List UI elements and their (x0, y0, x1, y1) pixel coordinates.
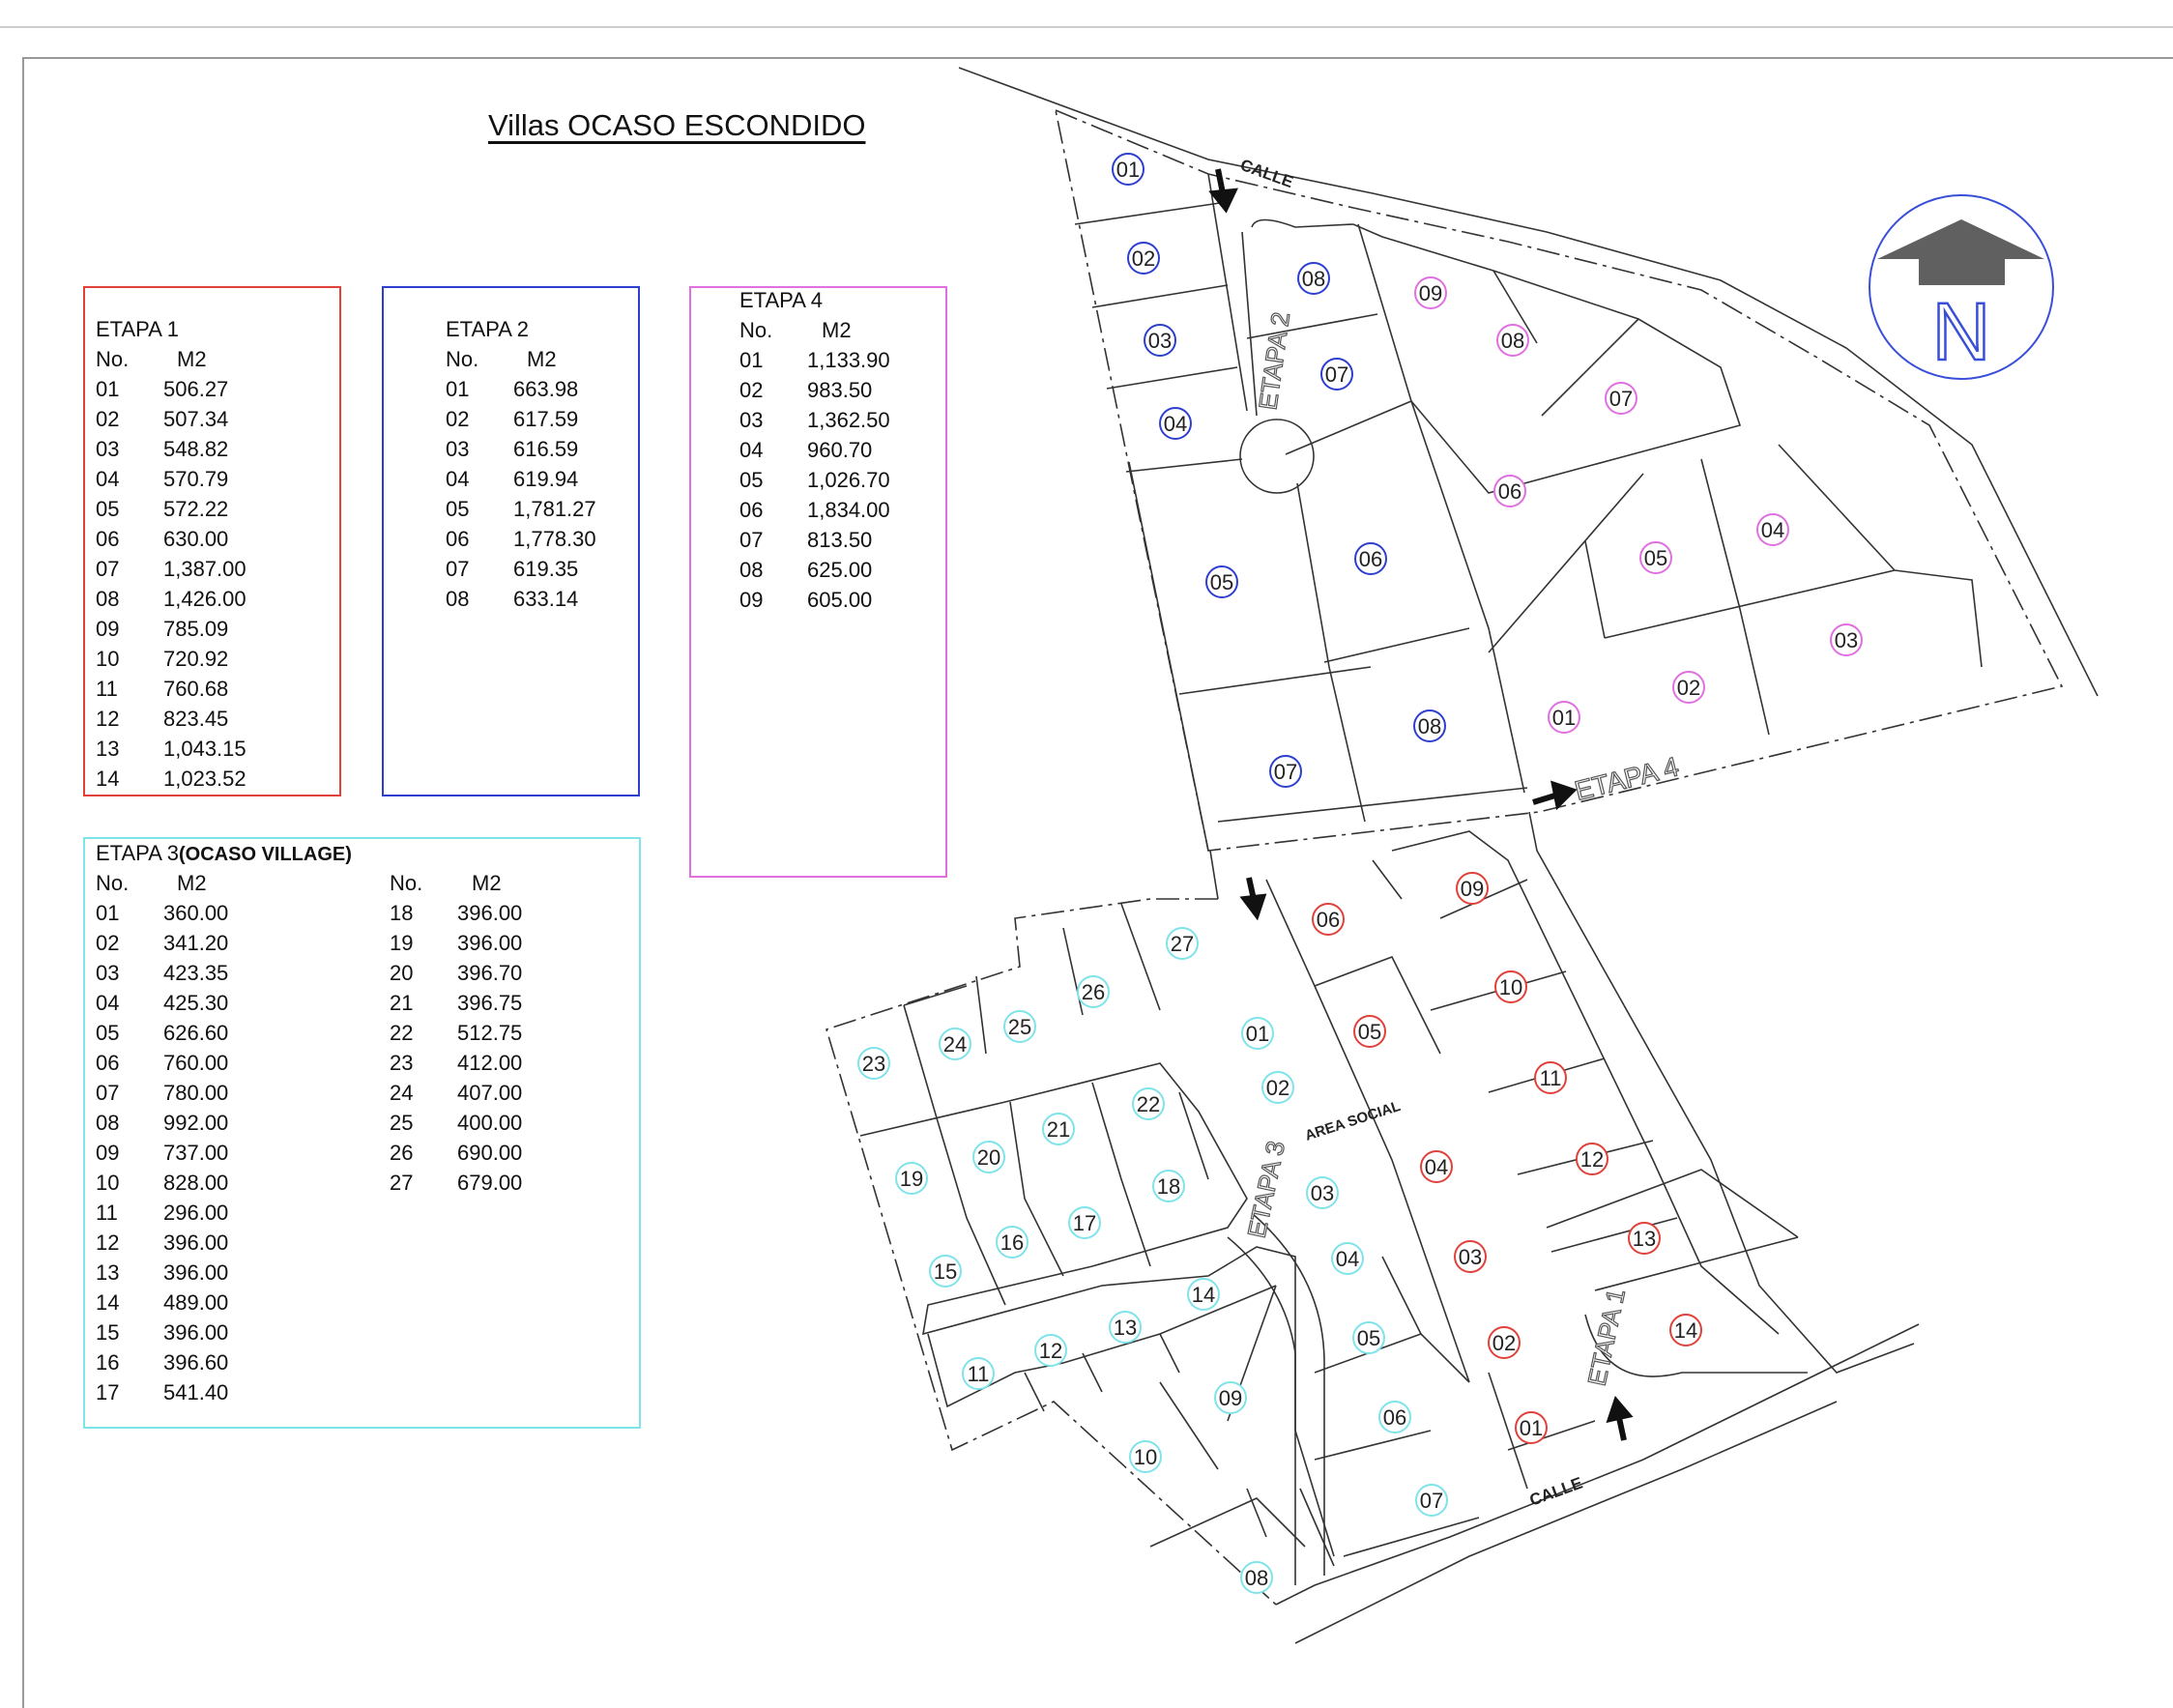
lot-label: 18 (1156, 1174, 1181, 1199)
lot-number: 01 (739, 348, 764, 372)
lot-label: 02 (1265, 1076, 1290, 1100)
lot-label: 23 (861, 1052, 886, 1076)
lot-number: 19 (390, 931, 414, 955)
lot-number: 06 (96, 527, 120, 551)
lot-number: 05 (96, 1021, 120, 1045)
lot-label: 01 (1551, 706, 1577, 730)
etapa2-road (1208, 174, 1382, 416)
lot-marker-etapa3[interactable] (1188, 1279, 1219, 1310)
lot-marker-etapa2[interactable] (1321, 359, 1352, 390)
lot-area: 572.22 (163, 497, 229, 521)
lot-area: 625.00 (807, 558, 873, 582)
lot-area: 541.40 (163, 1380, 229, 1404)
lot-area: 396.00 (163, 1230, 229, 1255)
lot-marker-etapa4[interactable] (1757, 514, 1788, 545)
lot-marker-etapa4[interactable] (1494, 476, 1525, 507)
lot-number: 01 (446, 377, 470, 401)
lot-area: 720.92 (163, 647, 229, 671)
lot-label: 04 (1335, 1247, 1360, 1271)
lot-number: 14 (96, 767, 120, 791)
lot-area: 617.59 (513, 407, 579, 431)
lot-markers (858, 154, 1862, 1593)
lot-marker-etapa3[interactable] (896, 1163, 927, 1194)
lot-label: 04 (1760, 518, 1785, 542)
lot-label: 05 (1356, 1326, 1381, 1350)
lot-label: 02 (1131, 246, 1156, 271)
lot-label: 02 (1676, 676, 1701, 700)
lot-area: 983.50 (807, 378, 873, 402)
lot-label: 09 (1460, 877, 1485, 901)
lot-number: 02 (96, 931, 120, 955)
lot-label: 03 (1310, 1181, 1335, 1205)
lot-area: 785.09 (163, 617, 229, 641)
lot-label: 27 (1170, 932, 1195, 956)
lot-area: 489.00 (163, 1290, 229, 1315)
lot-area: 605.00 (807, 588, 873, 612)
lot-area: 506.27 (163, 377, 229, 401)
lot-area: 823.45 (163, 707, 229, 731)
lot-label: 07 (1273, 760, 1298, 784)
etapa3-col-no-right: No. (390, 871, 423, 895)
lot-marker-etapa2[interactable] (1113, 154, 1144, 185)
lot-area: 619.35 (513, 557, 579, 581)
lot-label: 12 (1579, 1147, 1605, 1172)
etapa4-table (739, 288, 933, 868)
lot-marker-etapa4[interactable] (1640, 542, 1671, 573)
lot-area: 360.00 (163, 901, 229, 925)
lot-number: 27 (390, 1171, 414, 1195)
lot-marker-etapa1[interactable] (1457, 873, 1488, 904)
lot-label: 19 (899, 1167, 924, 1191)
lot-area: 396.75 (457, 991, 523, 1015)
lot-number: 08 (96, 1111, 120, 1135)
etapa3-title-text: ETAPA 3 (96, 841, 180, 865)
lot-marker-etapa1[interactable] (1455, 1241, 1486, 1272)
lot-label: 12 (1038, 1339, 1063, 1363)
lot-number: 17 (96, 1380, 120, 1404)
etapa2-table (446, 317, 629, 791)
lot-label: 07 (1608, 387, 1634, 411)
lot-area: 626.60 (163, 1021, 229, 1045)
lot-label: 17 (1072, 1211, 1097, 1235)
lot-area: 400.00 (457, 1111, 523, 1135)
lot-marker-etapa1[interactable] (1629, 1223, 1660, 1254)
lot-label: 25 (1007, 1015, 1032, 1039)
site-plan (826, 68, 2098, 1643)
lot-marker-etapa3[interactable] (1004, 1011, 1035, 1042)
lot-marker-etapa3[interactable] (930, 1256, 961, 1287)
lot-label: 05 (1643, 546, 1668, 570)
lot-label: 15 (933, 1259, 958, 1284)
lot-label: 20 (976, 1145, 1001, 1170)
lot-number: 07 (96, 1081, 120, 1105)
lot-number: 01 (96, 901, 120, 925)
lot-label: 11 (967, 1362, 990, 1386)
road-label-etapa3: ETAPA 3 (1241, 1138, 1291, 1241)
lot-marker-etapa1[interactable] (1354, 1016, 1385, 1047)
etapa2-col-m2: M2 (527, 347, 557, 371)
lot-marker-etapa1[interactable] (1577, 1143, 1608, 1174)
etapa4-title: ETAPA 4 (739, 288, 824, 312)
lot-label: 09 (1418, 281, 1443, 305)
lot-marker-etapa1[interactable] (1670, 1315, 1701, 1346)
lot-label: 16 (1000, 1230, 1025, 1255)
upper-boundary (1056, 110, 2062, 851)
lot-marker-etapa3[interactable] (1078, 976, 1109, 1007)
lot-marker-etapa3[interactable] (1353, 1322, 1384, 1353)
lot-number: 08 (96, 587, 120, 611)
lot-marker-etapa1[interactable] (1313, 904, 1344, 935)
lot-label: 03 (1458, 1245, 1483, 1269)
lot-number: 08 (446, 587, 470, 611)
lot-marker-etapa4[interactable] (1549, 702, 1579, 733)
lot-number: 26 (390, 1141, 414, 1165)
lot-number: 05 (96, 497, 120, 521)
lot-marker-etapa3[interactable] (973, 1142, 1004, 1172)
lot-area: 633.14 (513, 587, 579, 611)
lot-number: 09 (96, 617, 120, 641)
lot-number: 07 (96, 557, 120, 581)
lot-marker-etapa2[interactable] (1206, 566, 1237, 597)
lot-area: 1,133.90 (807, 348, 890, 372)
lot-number: 08 (739, 558, 764, 582)
lot-number: 02 (96, 407, 120, 431)
road-label-calle-bottom: CALLE (1526, 1473, 1585, 1510)
lot-label: 08 (1301, 267, 1326, 291)
lot-marker-etapa2[interactable] (1270, 756, 1301, 787)
lot-marker-etapa4[interactable] (1673, 672, 1704, 703)
lot-marker-etapa3[interactable] (1241, 1562, 1272, 1593)
lot-number: 05 (446, 497, 470, 521)
lot-marker-etapa3[interactable] (1262, 1072, 1293, 1103)
lot-area: 616.59 (513, 437, 579, 461)
lot-area: 412.00 (457, 1051, 523, 1075)
etapa4-col-m2: M2 (822, 318, 852, 342)
lot-number: 22 (390, 1021, 414, 1045)
etapa3-subtitle: (OCASO VILLAGE) (179, 844, 352, 865)
lot-marker-etapa2[interactable] (1298, 263, 1329, 294)
lot-area: 1,026.70 (807, 468, 890, 492)
north-compass (1869, 195, 2053, 379)
lot-marker-etapa3[interactable] (1332, 1243, 1363, 1274)
lot-marker-etapa2[interactable] (1144, 325, 1175, 356)
lot-area: 619.94 (513, 467, 579, 491)
lot-label: 11 (1539, 1066, 1562, 1090)
lot-label: 06 (1382, 1405, 1407, 1430)
lot-marker-etapa3[interactable] (1069, 1207, 1100, 1238)
lot-marker-etapa4[interactable] (1415, 277, 1446, 308)
lot-marker-etapa1[interactable] (1495, 971, 1526, 1002)
lot-area: 548.82 (163, 437, 229, 461)
etapa4-col-no: No. (739, 318, 773, 342)
lot-area: 396.00 (457, 901, 523, 925)
lot-marker-etapa4[interactable] (1831, 624, 1862, 655)
lot-label: 05 (1209, 570, 1234, 594)
lot-number: 03 (739, 408, 764, 432)
lot-area: 1,043.15 (163, 737, 246, 761)
lot-marker-etapa1[interactable] (1421, 1151, 1452, 1182)
lot-marker-etapa3[interactable] (858, 1048, 889, 1079)
lot-area: 992.00 (163, 1111, 229, 1135)
lot-number: 13 (96, 737, 120, 761)
lot-marker-etapa3[interactable] (1043, 1114, 1074, 1144)
lot-label: 04 (1163, 412, 1188, 436)
lot-area: 1,387.00 (163, 557, 246, 581)
lot-area: 679.00 (457, 1171, 523, 1195)
lot-area: 1,778.30 (513, 527, 596, 551)
lot-area: 425.30 (163, 991, 229, 1015)
lot-label: 09 (1218, 1386, 1243, 1410)
lot-area: 396.60 (163, 1350, 229, 1375)
lot-number: 04 (96, 991, 120, 1015)
etapa3-col-m2-right: M2 (472, 871, 502, 895)
lot-marker-etapa3[interactable] (1153, 1171, 1184, 1201)
lot-marker-etapa3[interactable] (963, 1358, 994, 1389)
etapa3-col-no-left: No. (96, 871, 130, 895)
lot-marker-etapa3[interactable] (1035, 1335, 1066, 1366)
lot-area: 1,426.00 (163, 587, 246, 611)
lot-number: 09 (96, 1141, 120, 1165)
lot-number: 02 (739, 378, 764, 402)
lot-area: 512.75 (457, 1021, 523, 1045)
lot-number: 23 (390, 1051, 414, 1075)
etapa3-title (96, 841, 352, 866)
lot-number: 11 (96, 677, 118, 701)
lot-number: 16 (96, 1350, 120, 1375)
page-title: Villas OCASO ESCONDIDO (488, 108, 866, 142)
etapa1-col-no: No. (96, 347, 130, 371)
lot-marker-etapa3[interactable] (1110, 1312, 1141, 1343)
lot-label: 13 (1113, 1316, 1138, 1340)
lot-marker-etapa4[interactable] (1606, 383, 1637, 414)
lot-marker-etapa2[interactable] (1128, 243, 1159, 274)
lot-area: 396.00 (163, 1320, 229, 1345)
lot-number: 09 (739, 588, 764, 612)
road-label-etapa4: ETAPA 4 (1571, 751, 1682, 806)
etapa2-title: ETAPA 2 (446, 317, 530, 341)
lot-area: 1,023.52 (163, 767, 246, 791)
etapa3-col-m2-left: M2 (177, 871, 207, 895)
lot-number: 12 (96, 1230, 120, 1255)
lot-marker-etapa3[interactable] (1379, 1402, 1410, 1433)
north-arrow-icon (1877, 219, 2044, 285)
lot-label: 04 (1424, 1155, 1449, 1179)
lot-label: 14 (1191, 1283, 1216, 1307)
lot-marker-etapa2[interactable] (1160, 408, 1191, 439)
lot-area: 396.00 (457, 931, 523, 955)
lot-marker-etapa3[interactable] (1215, 1382, 1246, 1413)
lot-label: 06 (1316, 908, 1341, 932)
lot-marker-etapa3[interactable] (1307, 1177, 1338, 1208)
lot-area: 396.70 (457, 961, 523, 985)
lot-number: 05 (739, 468, 764, 492)
lot-number: 04 (739, 438, 764, 462)
lot-area: 663.98 (513, 377, 579, 401)
road-label-etapa2: ETAPA 2 (1253, 310, 1296, 412)
lot-number: 06 (446, 527, 470, 551)
lot-label: 10 (1133, 1445, 1158, 1469)
lot-number: 20 (390, 961, 414, 985)
lot-number: 13 (96, 1260, 120, 1285)
lot-marker-etapa3[interactable] (1416, 1485, 1447, 1516)
lot-number: 15 (96, 1320, 120, 1345)
road-label-calle-top: CALLE (1237, 155, 1296, 192)
lot-area: 960.70 (807, 438, 873, 462)
lot-area: 737.00 (163, 1141, 229, 1165)
lot-area: 396.00 (163, 1260, 229, 1285)
lot-number: 06 (96, 1051, 120, 1075)
lot-label: 21 (1046, 1117, 1071, 1142)
lot-label: 06 (1497, 479, 1522, 504)
lot-area: 813.50 (807, 528, 873, 552)
lot-label: 24 (942, 1032, 968, 1057)
lot-number: 06 (739, 498, 764, 522)
lot-area: 507.34 (163, 407, 229, 431)
lot-label: 02 (1492, 1331, 1517, 1355)
lot-area: 1,362.50 (807, 408, 890, 432)
lot-area: 407.00 (457, 1081, 523, 1105)
etapa2-col-no: No. (446, 347, 479, 371)
lot-number: 25 (390, 1111, 414, 1135)
lot-label: 13 (1632, 1227, 1657, 1251)
etapa3-table (96, 841, 637, 1421)
lot-marker-etapa1[interactable] (1535, 1062, 1566, 1093)
lot-number: 10 (96, 647, 120, 671)
lot-area: 1,781.27 (513, 497, 596, 521)
lot-label: 08 (1244, 1566, 1269, 1590)
lot-label: 08 (1500, 329, 1525, 353)
lot-marker-etapa2[interactable] (1355, 543, 1386, 574)
lot-number: 03 (96, 437, 120, 461)
lot-number: 07 (739, 528, 764, 552)
etapa1-road (1210, 812, 1914, 1373)
lot-label: 03 (1834, 628, 1859, 652)
lot-marker-etapa1[interactable] (1489, 1327, 1520, 1358)
lot-number: 03 (446, 437, 470, 461)
lot-number: 02 (446, 407, 470, 431)
lot-marker-etapa3[interactable] (1133, 1088, 1164, 1119)
lot-label: 14 (1673, 1318, 1698, 1343)
compass-letter: N (1931, 286, 1991, 377)
lot-number: 14 (96, 1290, 120, 1315)
lot-marker-etapa3[interactable] (1130, 1441, 1161, 1472)
lot-label: 03 (1147, 329, 1173, 353)
lot-marker-etapa3[interactable] (940, 1028, 971, 1059)
lot-label: 05 (1357, 1020, 1382, 1044)
lot-marker-etapa2[interactable] (1414, 710, 1445, 741)
lot-number: 21 (390, 991, 414, 1015)
lot-area: 760.68 (163, 677, 229, 701)
lot-label: 06 (1358, 547, 1383, 571)
lot-label: 01 (1519, 1416, 1544, 1440)
area-social-label: AREA SOCIAL (1302, 1097, 1403, 1144)
lot-number: 24 (390, 1081, 414, 1105)
lot-area: 690.00 (457, 1141, 523, 1165)
lot-area: 780.00 (163, 1081, 229, 1105)
lot-area: 570.79 (163, 467, 229, 491)
lot-area: 423.35 (163, 961, 229, 985)
lot-label: 01 (1245, 1022, 1270, 1046)
etapa1-title: ETAPA 1 (96, 317, 180, 341)
lot-area: 630.00 (163, 527, 229, 551)
lot-label: 07 (1419, 1489, 1444, 1513)
lot-label: 08 (1417, 714, 1442, 738)
etapa1-table (96, 317, 328, 791)
lot-marker-etapa1[interactable] (1516, 1412, 1547, 1443)
lot-number: 03 (96, 961, 120, 985)
road-label-etapa1: ETAPA 1 (1581, 1286, 1632, 1389)
lot-area: 828.00 (163, 1171, 229, 1195)
lot-marker-etapa4[interactable] (1497, 325, 1528, 356)
lot-number: 10 (96, 1171, 120, 1195)
lot-area: 760.00 (163, 1051, 229, 1075)
cul-de-sac (1240, 420, 1314, 493)
lot-number: 12 (96, 707, 120, 731)
lot-marker-etapa3[interactable] (1167, 928, 1198, 959)
lot-area: 341.20 (163, 931, 229, 955)
lot-number: 11 (96, 1201, 118, 1225)
lot-marker-etapa3[interactable] (1242, 1018, 1273, 1049)
lot-label: 07 (1324, 362, 1349, 387)
lot-label: 26 (1081, 980, 1106, 1004)
etapa1-col-m2: M2 (177, 347, 207, 371)
lot-area: 296.00 (163, 1201, 229, 1225)
lot-number: 04 (96, 467, 120, 491)
lot-number: 18 (390, 901, 414, 925)
lot-number: 01 (96, 377, 120, 401)
lot-number: 04 (446, 467, 470, 491)
lot-area: 1,834.00 (807, 498, 890, 522)
lot-label: 10 (1498, 975, 1523, 999)
lot-number: 07 (446, 557, 470, 581)
lot-marker-etapa3[interactable] (997, 1227, 1028, 1258)
lot-label: 01 (1115, 158, 1141, 182)
lot-label: 22 (1136, 1092, 1161, 1116)
